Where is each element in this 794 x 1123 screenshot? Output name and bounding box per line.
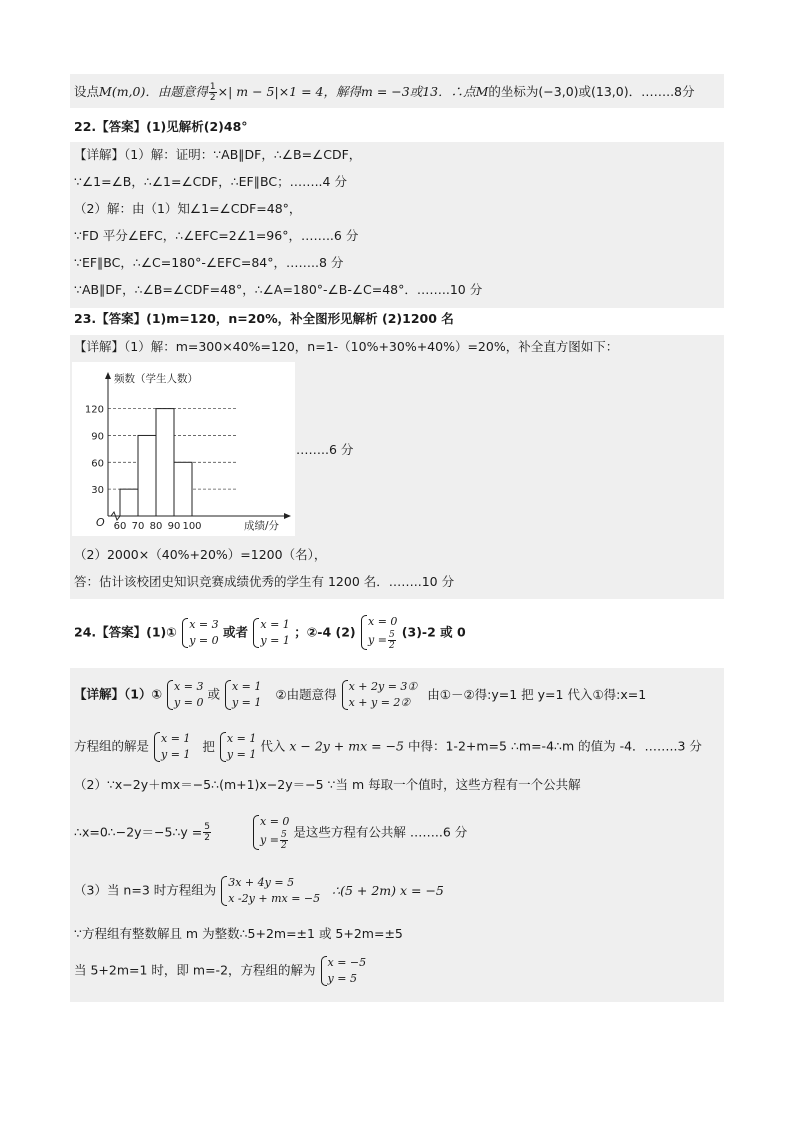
system-substitute: x = 1 y = 1 — [219, 731, 256, 763]
histogram-bar — [174, 462, 192, 516]
fraction-5-2: $\frac{5}{2}$ — [204, 822, 211, 843]
q21-tail-line — [74, 82, 695, 103]
text: 的坐标为(−3,0)或(13,0)．……..8分 — [488, 84, 695, 99]
q23-score: ……..6 分 — [296, 442, 354, 457]
histogram-bar — [156, 409, 174, 516]
system-answer-3: x = 0 y = $\frac{5}{2}$ — [360, 614, 397, 651]
q22-detail-line-5: ∵EF∥BC，∴∠C=180°-∠EFC=84°，……..8 分 — [74, 255, 344, 270]
q24-detail-line-2: 方程组的解是 x = 1 y = 1 把 x = 1 y = 1 代入 x − 2y + mx = −5 中得：1-2+m=5 ∴m=-4∴m 的值为 -4．……..3 分 — [74, 731, 702, 761]
histogram-bar — [138, 435, 156, 516]
q24-detail-line-1: 【详解】（1）① x = 3 y = 0 或 x = 1 y = 1 ②由题意得 x + 2y = 3① x + y = 2② 由①－②得:y=1 把 y=1 代入①得:x=1 — [74, 679, 647, 709]
system-common-solution: x = 0 y = $\frac{5}{2}$ — [252, 814, 289, 851]
x-tick-label: 90 — [167, 521, 181, 532]
histogram-panel — [72, 362, 295, 536]
q22-detail-line-4: ∵FD 平分∠EFC，∴∠EFC=2∠1=96°，……..6 分 — [74, 228, 359, 243]
histogram-chart — [72, 362, 295, 536]
system-answer-1: x = 3 y = 0 — [181, 617, 218, 649]
system-final: x = −5 y = 5 — [320, 955, 367, 987]
q22-detail-line-3: （2）解：由（1）知∠1=∠CDF=48°， — [74, 201, 302, 216]
y-tick-label: 120 — [84, 404, 104, 416]
q22-answer: 22.【答案】(1)见解析(2)48° — [74, 119, 248, 134]
q24-answer: 24.【答案】(1)① x = 3 y = 0 或者 x = 1 y = 1 ；②-4 (2) x = 0 y = $\frac{5}{2}$ (3)-2 或 0 — [74, 615, 466, 651]
x-tick-label: 80 — [149, 521, 163, 532]
text: ×| m − 5|×1 = 4，解得 — [217, 84, 361, 99]
y-tick-label: 30 — [91, 485, 104, 497]
system-eq: x + 2y = 3① x + y = 2② — [341, 679, 418, 711]
y-tick-label: 90 — [91, 431, 104, 443]
q23-detail-line-1: 【详解】（1）解：m=300×40%=120，n=1-（10%+30%+40%）=20%，补全直方图如下： — [74, 339, 619, 354]
system-answer-2: x = 1 y = 1 — [252, 617, 289, 649]
y-axis-arrow — [105, 372, 111, 379]
fraction-half: $\frac{1}{2}$ — [209, 82, 216, 103]
system-n3: 3x + 4y = 5 x -2y + mx = −5 — [220, 875, 320, 907]
x-tick-label: 70 — [131, 521, 145, 532]
q23-answer: 23.【答案】(1)m=120，n=20%，补全图形见解析 (2)1200 名 — [74, 311, 454, 326]
q24-detail-line-5: （3）当 n=3 时方程组为 3x + 4y = 5 x -2y + mx = −5 ∴(5 + 2m) x = −5 — [74, 875, 444, 905]
x-tick-label: 60 — [113, 521, 127, 532]
x-tick-label: 100 — [182, 521, 202, 532]
q22-detail-line-1: 【详解】（1）解：证明：∵AB∥DF，∴∠B=∠CDF， — [74, 147, 362, 162]
text: M(m,0)．由题意得 — [99, 84, 208, 99]
q22-detail-line-6: ∵AB∥DF，∴∠B=∠CDF=48°，∴∠A=180°-∠B-∠C=48°．……..10 分 — [74, 282, 483, 297]
q22-detail-line-2: ∵∠1=∠B，∴∠1=∠CDF，∴EF∥BC；……..4 分 — [74, 174, 347, 189]
text: m = −3或13．∴点 — [361, 84, 476, 99]
histogram-bar — [120, 489, 138, 516]
system-1: x = 3 y = 0 — [166, 679, 203, 711]
y-tick-label: 60 — [91, 458, 104, 470]
q24-detail-line-3: （2）∵x−2y＋mx＝−5∴(m+1)x−2y＝−5 ∵当 m 每取一个值时，这些方程有一个公共解 — [74, 777, 581, 792]
origin-label: O — [96, 516, 105, 529]
x-axis-arrow — [284, 513, 291, 519]
q23-detail-line-3: 答：估计该校团史知识竞赛成绩优秀的学生有 1200 名．……..10 分 — [74, 574, 455, 589]
x-axis-label: 成绩/分 — [244, 520, 280, 532]
q23-detail-line-2: （2）2000×（40%+20%）=1200（名）， — [74, 547, 327, 562]
system-solution: x = 1 y = 1 — [153, 731, 190, 763]
q24-detail-line-4: ∴x=0∴−2y＝−5∴y = $\frac{5}{2}$ x = 0 y = $\frac{5}{2}$ 是这些方程有公共解 ……..6 分 — [74, 815, 468, 851]
q24-detail-line-6: ∵方程组有整数解且 m 为整数∴5+2m=±1 或 5+2m=±5 — [74, 926, 403, 941]
system-2: x = 1 y = 1 — [224, 679, 261, 711]
text: 设点 — [74, 84, 100, 99]
q24-detail-line-7: 当 5+2m=1 时，即 m=-2，方程组的解为 x = −5 y = 5 — [74, 955, 367, 985]
y-axis-label: 频数（学生人数） — [114, 373, 198, 385]
text: M — [475, 84, 489, 99]
